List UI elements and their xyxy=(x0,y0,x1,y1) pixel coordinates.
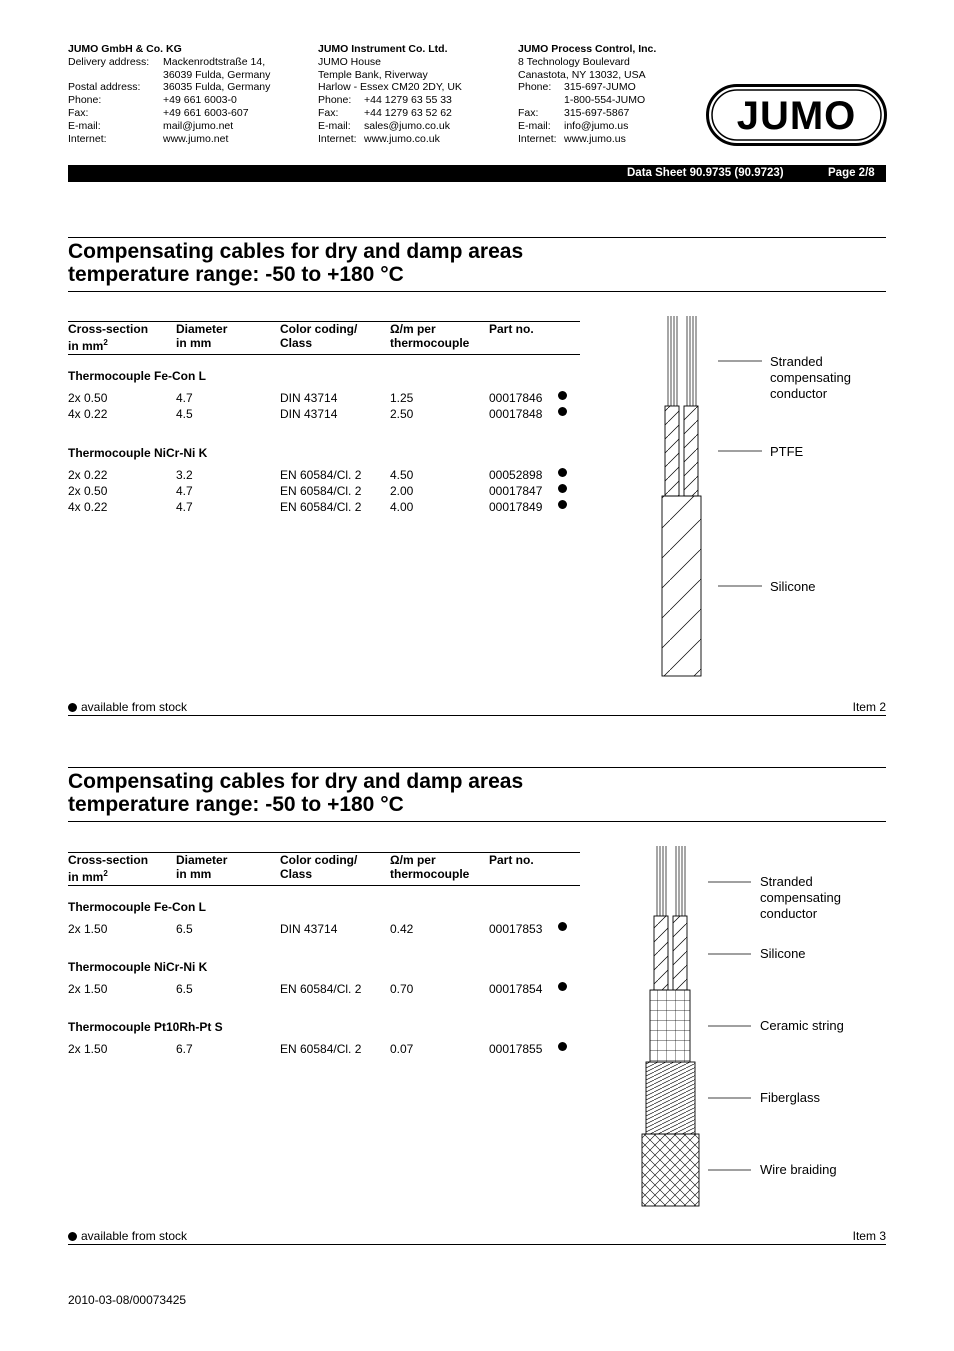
cell-ohm: 0.07 xyxy=(390,1042,414,1056)
cell-part: 00017855 xyxy=(489,1042,543,1056)
available-dot-icon xyxy=(558,922,567,931)
address-label: Fax: xyxy=(68,106,89,119)
address-row xyxy=(318,107,452,120)
address-value: +49 661 6003-607 xyxy=(163,106,249,119)
cell-part: 00017848 xyxy=(489,407,543,421)
divider xyxy=(68,715,886,716)
address-value: www.jumo.us xyxy=(564,132,626,145)
label-stranded-conductor: Stranded compensating conductor xyxy=(770,354,851,401)
title-line: Compensating cables for dry and damp areas xyxy=(68,770,524,793)
address-row xyxy=(518,120,645,133)
page-number: Page 2/8 xyxy=(828,167,875,179)
section-title xyxy=(68,770,668,816)
cell-dia: 6.5 xyxy=(176,982,193,996)
label-wire-braiding: Wire braiding xyxy=(760,1162,837,1177)
col-diameter: Diameter in mm xyxy=(176,322,228,350)
company-address-usa xyxy=(518,43,656,145)
cell-cs: 2x 1.50 xyxy=(68,922,108,936)
table-row xyxy=(68,468,580,484)
cell-cls: DIN 43714 xyxy=(280,391,338,405)
product-table-2 xyxy=(68,852,580,1072)
address-value: 1-800-554-JUMO xyxy=(564,94,646,107)
address-row xyxy=(68,107,270,120)
address-value: mail@jumo.net xyxy=(163,119,234,132)
available-dot-icon xyxy=(558,484,567,493)
company-name: JUMO Instrument Co. Ltd. xyxy=(318,43,448,55)
cell-cs: 4x 0.22 xyxy=(68,407,108,421)
address-line: Canastota, NY 13032, USA xyxy=(518,68,646,81)
cell-cls: EN 60584/Cl. 2 xyxy=(280,982,362,996)
col-diameter: Diameter in mm xyxy=(176,853,228,881)
datasheet-band xyxy=(68,165,886,182)
address-value: www.jumo.co.uk xyxy=(364,132,440,145)
address-row xyxy=(68,81,270,94)
col-part-no: Part no. xyxy=(489,322,534,336)
cell-cs: 2x 1.50 xyxy=(68,1042,108,1056)
cell-ohm: 4.00 xyxy=(390,500,414,514)
col-ohm: Ω/m per thermocouple xyxy=(390,853,470,881)
divider xyxy=(68,767,886,768)
address-table xyxy=(318,94,452,145)
thermocouple-group-title: Thermocouple Fe-Con L xyxy=(68,900,206,914)
table-row xyxy=(68,982,580,998)
address-row xyxy=(68,133,270,146)
cell-ohm: 2.00 xyxy=(390,484,414,498)
company-address-germany xyxy=(68,43,270,145)
thermocouple-group-title: Thermocouple NiCr-Ni K xyxy=(68,446,208,460)
label-ptfe: PTFE xyxy=(770,444,804,459)
address-label: E-mail: xyxy=(68,119,101,132)
address-row xyxy=(318,133,452,146)
address-label: Postal address: xyxy=(68,81,141,94)
address-label: Fax: xyxy=(318,106,339,119)
cell-ohm: 1.25 xyxy=(390,391,414,405)
address-value: 36039 Fulda, Germany xyxy=(163,68,271,81)
jumo-logo xyxy=(706,84,887,146)
table-header xyxy=(68,321,580,355)
cell-cs: 2x 1.50 xyxy=(68,982,108,996)
cell-cls: DIN 43714 xyxy=(280,407,338,421)
available-dot-icon xyxy=(558,500,567,509)
divider xyxy=(68,1244,886,1245)
divider xyxy=(68,237,886,238)
address-value: 315-697-JUMO xyxy=(564,81,636,94)
divider xyxy=(68,291,886,292)
address-line: Temple Bank, Riverway xyxy=(318,68,428,81)
address-row xyxy=(518,133,645,146)
address-value: Mackenrodtstraße 14, xyxy=(163,55,266,68)
cell-cs: 2x 0.50 xyxy=(68,391,108,405)
col-cross-section: Cross-section in $mm^2$ xyxy=(68,853,149,884)
item-number: Item 2 xyxy=(852,700,886,714)
available-dot-icon xyxy=(558,407,567,416)
divider xyxy=(68,821,886,822)
address-label: Internet: xyxy=(68,132,107,145)
cell-part: 00017849 xyxy=(489,500,543,514)
address-label: Fax: xyxy=(518,106,539,119)
stock-note: available from stock xyxy=(68,700,187,714)
address-label xyxy=(518,94,564,107)
address-value: +44 1279 63 52 62 xyxy=(364,106,452,119)
cell-cls: DIN 43714 xyxy=(280,922,338,936)
cell-cs: 2x 0.50 xyxy=(68,484,108,498)
address-row xyxy=(518,94,645,107)
stock-dot-icon xyxy=(68,1232,77,1241)
cell-cls: EN 60584/Cl. 2 xyxy=(280,1042,362,1056)
stock-note: available from stock xyxy=(68,1229,187,1243)
company-name: JUMO Process Control, Inc. xyxy=(518,43,657,55)
address-value: www.jumo.net xyxy=(163,132,229,145)
table-row xyxy=(68,484,580,500)
address-row xyxy=(518,81,645,94)
address-label: Delivery address: xyxy=(68,55,150,68)
cell-dia: 4.7 xyxy=(176,500,193,514)
address-row xyxy=(318,120,452,133)
address-table xyxy=(68,56,270,146)
address-row xyxy=(68,56,270,69)
document-reference: 2010-03-08/00073425 xyxy=(68,1293,187,1307)
cell-dia: 6.7 xyxy=(176,1042,193,1056)
table-row xyxy=(68,500,580,516)
address-row xyxy=(68,94,270,107)
cell-cls: EN 60584/Cl. 2 xyxy=(280,468,362,482)
table-row xyxy=(68,1042,580,1058)
col-color-coding: Color coding/ Class xyxy=(280,322,358,350)
address-line: 8 Technology Boulevard xyxy=(518,55,630,68)
address-value: +49 661 6003-0 xyxy=(163,94,237,107)
thermocouple-group-title: Thermocouple Fe-Con L xyxy=(68,369,206,383)
available-dot-icon xyxy=(558,391,567,400)
address-row xyxy=(68,120,270,133)
title-line: temperature range: -50 to +180 °C xyxy=(68,793,404,816)
address-row xyxy=(318,94,452,107)
cell-cs: 4x 0.22 xyxy=(68,500,108,514)
address-label: Internet: xyxy=(318,132,357,145)
cell-part: 00017853 xyxy=(489,922,543,936)
cell-cls: EN 60584/Cl. 2 xyxy=(280,500,362,514)
address-value: 315-697-5867 xyxy=(564,106,630,119)
cell-ohm: 4.50 xyxy=(390,468,414,482)
label-silicone: Silicone xyxy=(770,579,816,594)
company-address-uk xyxy=(318,43,462,145)
address-label xyxy=(68,69,163,82)
label-silicone: Silicone xyxy=(760,946,806,961)
address-line: JUMO House xyxy=(318,55,382,68)
table-row xyxy=(68,407,580,423)
address-table xyxy=(518,81,645,145)
cell-ohm: 0.42 xyxy=(390,922,414,936)
table-header xyxy=(68,852,580,886)
cell-dia: 4.5 xyxy=(176,407,193,421)
cell-cls: EN 60584/Cl. 2 xyxy=(280,484,362,498)
col-cross-section: Cross-section in $mm^2$ xyxy=(68,322,149,353)
cell-dia: 4.7 xyxy=(176,391,193,405)
address-label: Internet: xyxy=(518,132,557,145)
label-stranded-conductor: Stranded compensating conductor xyxy=(760,874,841,921)
address-line: Harlow - Essex CM20 2DY, UK xyxy=(318,81,462,94)
address-value: +44 1279 63 55 33 xyxy=(364,94,452,107)
label-fiberglass: Fiberglass xyxy=(760,1090,820,1105)
cell-dia: 6.5 xyxy=(176,922,193,936)
address-label: Phone: xyxy=(68,94,102,107)
cell-part: 00017854 xyxy=(489,982,543,996)
cell-cs: 2x 0.22 xyxy=(68,468,108,482)
col-color-coding: Color coding/ Class xyxy=(280,853,358,881)
address-label: E-mail: xyxy=(518,119,551,132)
title-line: temperature range: -50 to +180 °C xyxy=(68,263,404,286)
section-title xyxy=(68,240,668,286)
company-name: JUMO GmbH & Co. KG xyxy=(68,43,182,55)
table-row xyxy=(68,922,580,938)
cell-ohm: 0.70 xyxy=(390,982,414,996)
logo-text: JUMO xyxy=(736,94,857,138)
thermocouple-group-title: Thermocouple Pt10Rh-Pt S xyxy=(68,1020,223,1034)
col-ohm: Ω/m per thermocouple xyxy=(390,322,470,350)
address-value: info@jumo.us xyxy=(564,119,629,132)
col-part-no: Part no. xyxy=(489,853,534,867)
address-value: sales@jumo.co.uk xyxy=(364,119,450,132)
cell-part: 00017847 xyxy=(489,484,543,498)
address-value: 36035 Fulda, Germany xyxy=(163,81,271,94)
stock-dot-icon xyxy=(68,703,77,712)
label-ceramic-string: Ceramic string xyxy=(760,1018,844,1033)
item-number: Item 3 xyxy=(852,1229,886,1243)
title-line: Compensating cables for dry and damp areas xyxy=(68,240,524,263)
address-row xyxy=(68,69,270,82)
table-row xyxy=(68,391,580,407)
available-dot-icon xyxy=(558,468,567,477)
cell-ohm: 2.50 xyxy=(390,407,414,421)
address-label: Phone: xyxy=(318,94,352,107)
address-row xyxy=(518,107,645,120)
address-label: E-mail: xyxy=(318,119,351,132)
product-table-1 xyxy=(68,321,580,521)
available-dot-icon xyxy=(558,1042,567,1051)
cell-part: 00017846 xyxy=(489,391,543,405)
thermocouple-group-title: Thermocouple NiCr-Ni K xyxy=(68,960,208,974)
address-label: Phone: xyxy=(518,81,552,94)
cable-diagram-1 xyxy=(640,310,890,690)
cell-dia: 4.7 xyxy=(176,484,193,498)
available-dot-icon xyxy=(558,982,567,991)
cell-dia: 3.2 xyxy=(176,468,193,482)
datasheet-number: Data Sheet 90.9735 (90.9723) xyxy=(627,167,784,179)
cell-part: 00052898 xyxy=(489,468,543,482)
